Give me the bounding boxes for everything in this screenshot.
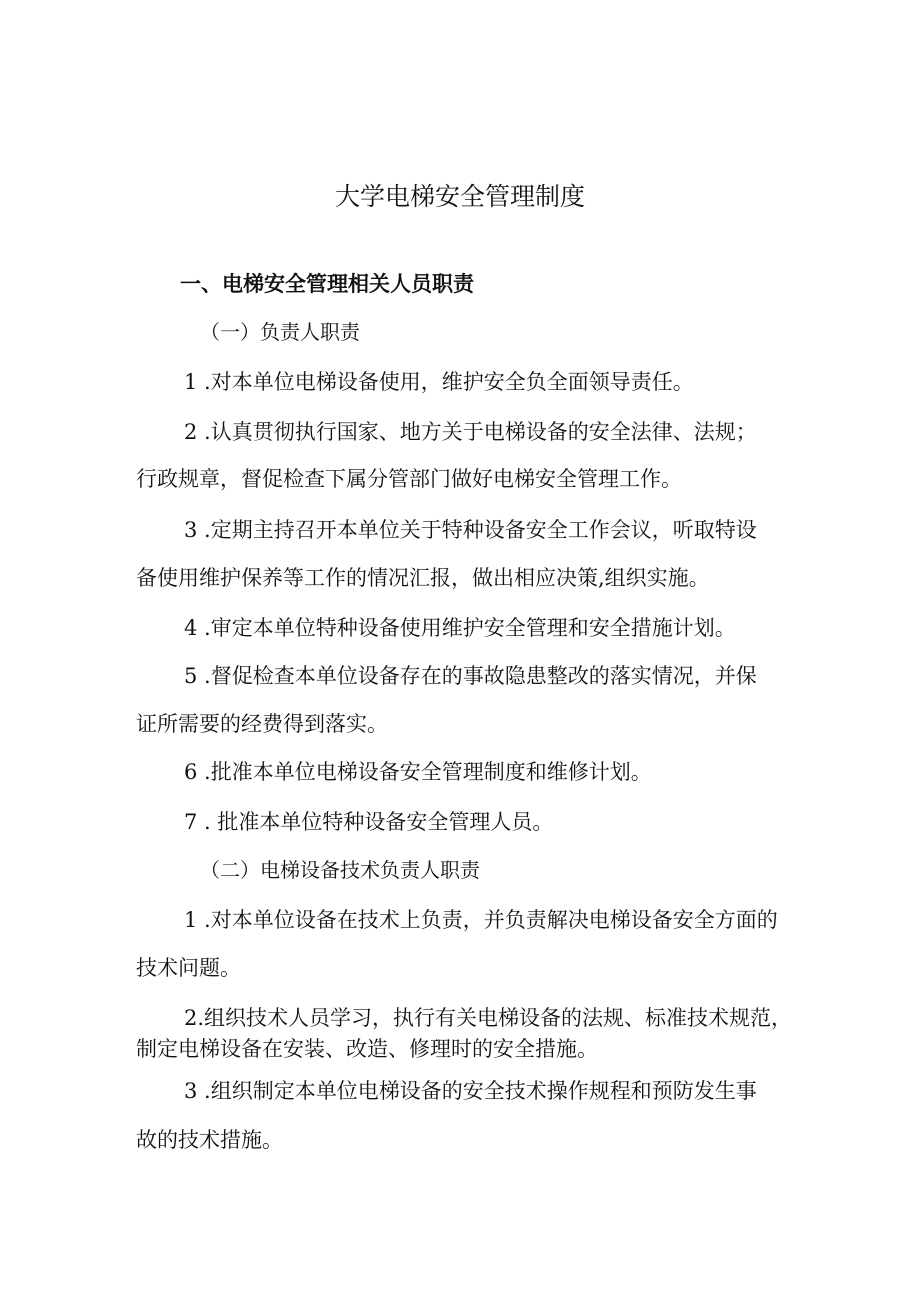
list-item: 2 .认真贯彻执行国家、地方关于电梯设备的安全法律、法规； [184,420,757,444]
list-item: 3 .定期主持召开本单位关于特种设备安全工作会议，听取特设 [184,518,757,542]
list-item: 4 .审定本单位特种设备使用维护安全管理和安全措施计划。 [184,616,736,640]
list-item: 1 .对本单位设备在技术上负责，并负责解决电梯设备安全方面的 [184,908,778,932]
list-item-continuation: 行政规章，督促检查下属分管部门做好电梯安全管理工作。 [136,467,682,491]
list-item: 5 .督促检查本单位设备存在的事故隐患整改的落实情况，并保 [184,664,757,688]
list-item: 2.组织技术人员学习，执行有关电梯设备的法规、标准技术规范， [184,1006,793,1030]
list-item-continuation: 备使用维护保养等工作的情况汇报，做出相应决策,组织实施。 [136,566,710,590]
section-heading: 一、电梯安全管理相关人员职责 [180,272,474,296]
document-title: 大学电梯安全管理制度 [334,182,585,211]
list-item: 7 . 批准本单位特种设备安全管理人员。 [184,810,554,834]
subsection-heading-technical-person: （二）电梯设备技术负责人职责 [200,858,480,882]
list-item-continuation: 技术问题。 [136,956,241,980]
list-item-continuation: 证所需要的经费得到落实。 [136,712,388,736]
subsection-heading-responsible-person: （一）负责人职责 [200,320,360,344]
list-item: 3 .组织制定本单位电梯设备的安全技术操作规程和预防发生事 [184,1079,757,1103]
list-item: 6 .批准本单位电梯设备安全管理制度和维修计划。 [184,760,652,784]
list-item: 1 .对本单位电梯设备使用，维护安全负全面领导责任。 [184,370,694,394]
list-item-continuation: 故的技术措施。 [136,1128,283,1152]
list-item-continuation: 制定电梯设备在安装、改造、修理时的安全措施。 [136,1037,598,1061]
